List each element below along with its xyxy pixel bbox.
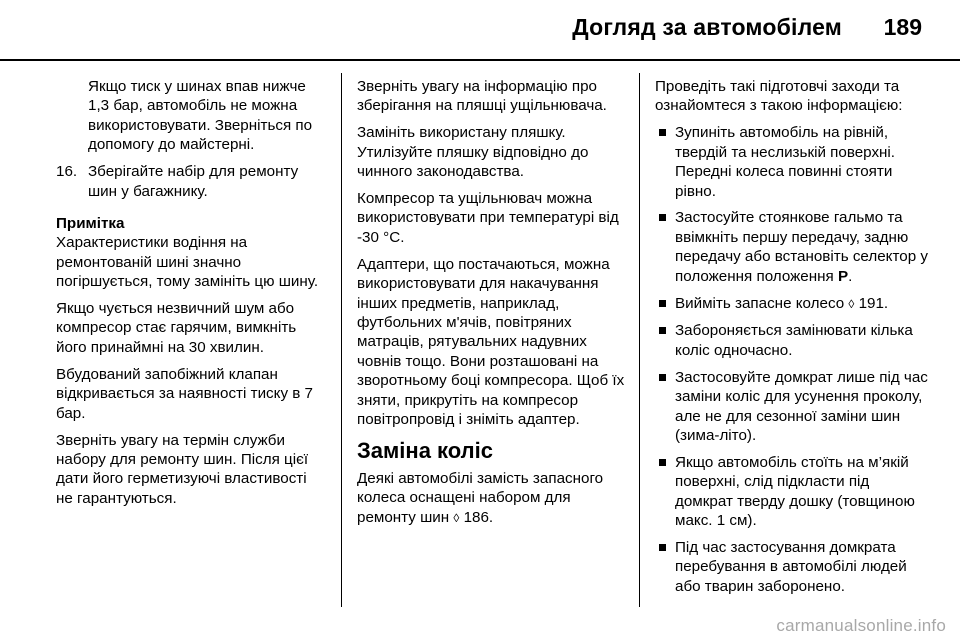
column-middle bbox=[357, 77, 627, 536]
page-header bbox=[0, 0, 960, 60]
numbered-item-16 bbox=[0, 162, 326, 201]
bullet-item: Вийміть запасне колесо ◊ 191. bbox=[655, 294, 930, 314]
note-paragraph: Якщо чується незвичний шум або компресор стає гарячим, вимкніть його принаймні на 30 хвилин. bbox=[56, 300, 297, 356]
bullet-item: Зупиніть автомобіль на рівній, твердій та неслизькій поверхні. Передні колеса повинні стояти рівно. bbox=[655, 123, 930, 201]
paragraph: Компресор та ущільнювач можна використовувати при температурі від -30 °C. bbox=[357, 190, 619, 246]
header-divider bbox=[0, 59, 960, 61]
paragraph: Замініть використану пляшку. Утилізуйте пляшку відповідно до чинного законодавства. bbox=[357, 124, 589, 181]
paragraph bbox=[357, 469, 627, 528]
bullet-square-icon bbox=[659, 374, 666, 381]
watermark: carmanualsonline.info bbox=[776, 616, 946, 635]
bullet-square-icon bbox=[659, 214, 666, 221]
bullet-item: Якщо автомобіль стоїть на м’якій поверхні, слід підкласти під домкрат тверду дошку (товщиною макс. 1 см). bbox=[655, 453, 930, 531]
paragraph: Зверніть увагу на інформацію про зберігання на пляшці ущільнювача. bbox=[357, 78, 607, 115]
header-title: Догляд за автомобілем bbox=[572, 14, 842, 40]
bullet-square-icon bbox=[659, 300, 666, 307]
item-text: Зберігайте набір для ремонту шин у багажнику. bbox=[88, 163, 299, 200]
bullet-square-icon bbox=[659, 327, 666, 334]
note-paragraph: Характеристики водіння на ремонтованій шині значно погіршується, тому замініть цю шину. bbox=[56, 234, 319, 291]
section-title: Заміна коліс bbox=[357, 437, 493, 463]
paragraph-intro: Проведіть такі підготовчі заходи та ознайомтеся з такою інформацією: bbox=[655, 78, 903, 115]
bullet-item: Застосовуйте домкрат лише під час заміни коліс для усунення проколу, але не для сезонної заміни шин (зима-літо). bbox=[655, 368, 930, 446]
column-right bbox=[655, 77, 930, 604]
bullet-square-icon bbox=[659, 544, 666, 551]
page-reference-link[interactable]: 191. bbox=[858, 294, 889, 312]
bullet-square-icon bbox=[659, 129, 666, 136]
item-number: 16. bbox=[56, 163, 78, 181]
page-reference-arrow-icon: ◊ bbox=[848, 296, 855, 311]
page-number: 189 bbox=[883, 14, 922, 40]
gear-position-label: P bbox=[837, 267, 849, 285]
column-left bbox=[56, 77, 326, 516]
bullet-item: Під час застосування домкрата перебування в автомобілі людей або тварин заборонено. bbox=[655, 538, 930, 596]
bullet-square-icon bbox=[659, 459, 666, 466]
bullet-item: Застосуйте стоянкове гальмо та ввімкніть першу передачу, задню передачу або встановіть селектор у положення положення P. bbox=[655, 208, 930, 286]
page-reference-link[interactable]: 186. bbox=[463, 508, 494, 526]
paragraph-intro: Якщо тиск у шинах впав нижче 1,3 бар, автомобіль не можна використовувати. Зверніться по допомогу до майстерні. bbox=[88, 78, 313, 154]
note-paragraph: Зверніть увагу на термін служби набору для ремонту шин. Після цієї дати його герметизуючі властивості не гарантуються. bbox=[56, 431, 309, 507]
page-reference-arrow-icon: ◊ bbox=[453, 510, 460, 525]
note-title: Примітка bbox=[56, 214, 125, 232]
bullet-item: Забороняється замінювати кілька коліс одночасно. bbox=[655, 321, 930, 360]
column-divider-2 bbox=[639, 73, 640, 607]
paragraph: Адаптери, що постачаються, можна використовувати для накачування інших предметів, наприклад, футбольних м'ячів, повітряних матраців, рятувальних надувних човнів тощо. Вони розташовані на зворотньому боці компресора. Щоб їх зняти, прикрутіть на компресор повітропровід і зніміть адаптер. bbox=[357, 255, 625, 428]
note-paragraph: Вбудований запобіжний клапан відкривається за наявності тиску в 7 бар. bbox=[56, 365, 314, 422]
column-divider-1 bbox=[341, 73, 342, 607]
paragraph-text: Деякі автомобілі замість запасного колеса оснащені набором для ремонту шин bbox=[357, 469, 604, 526]
